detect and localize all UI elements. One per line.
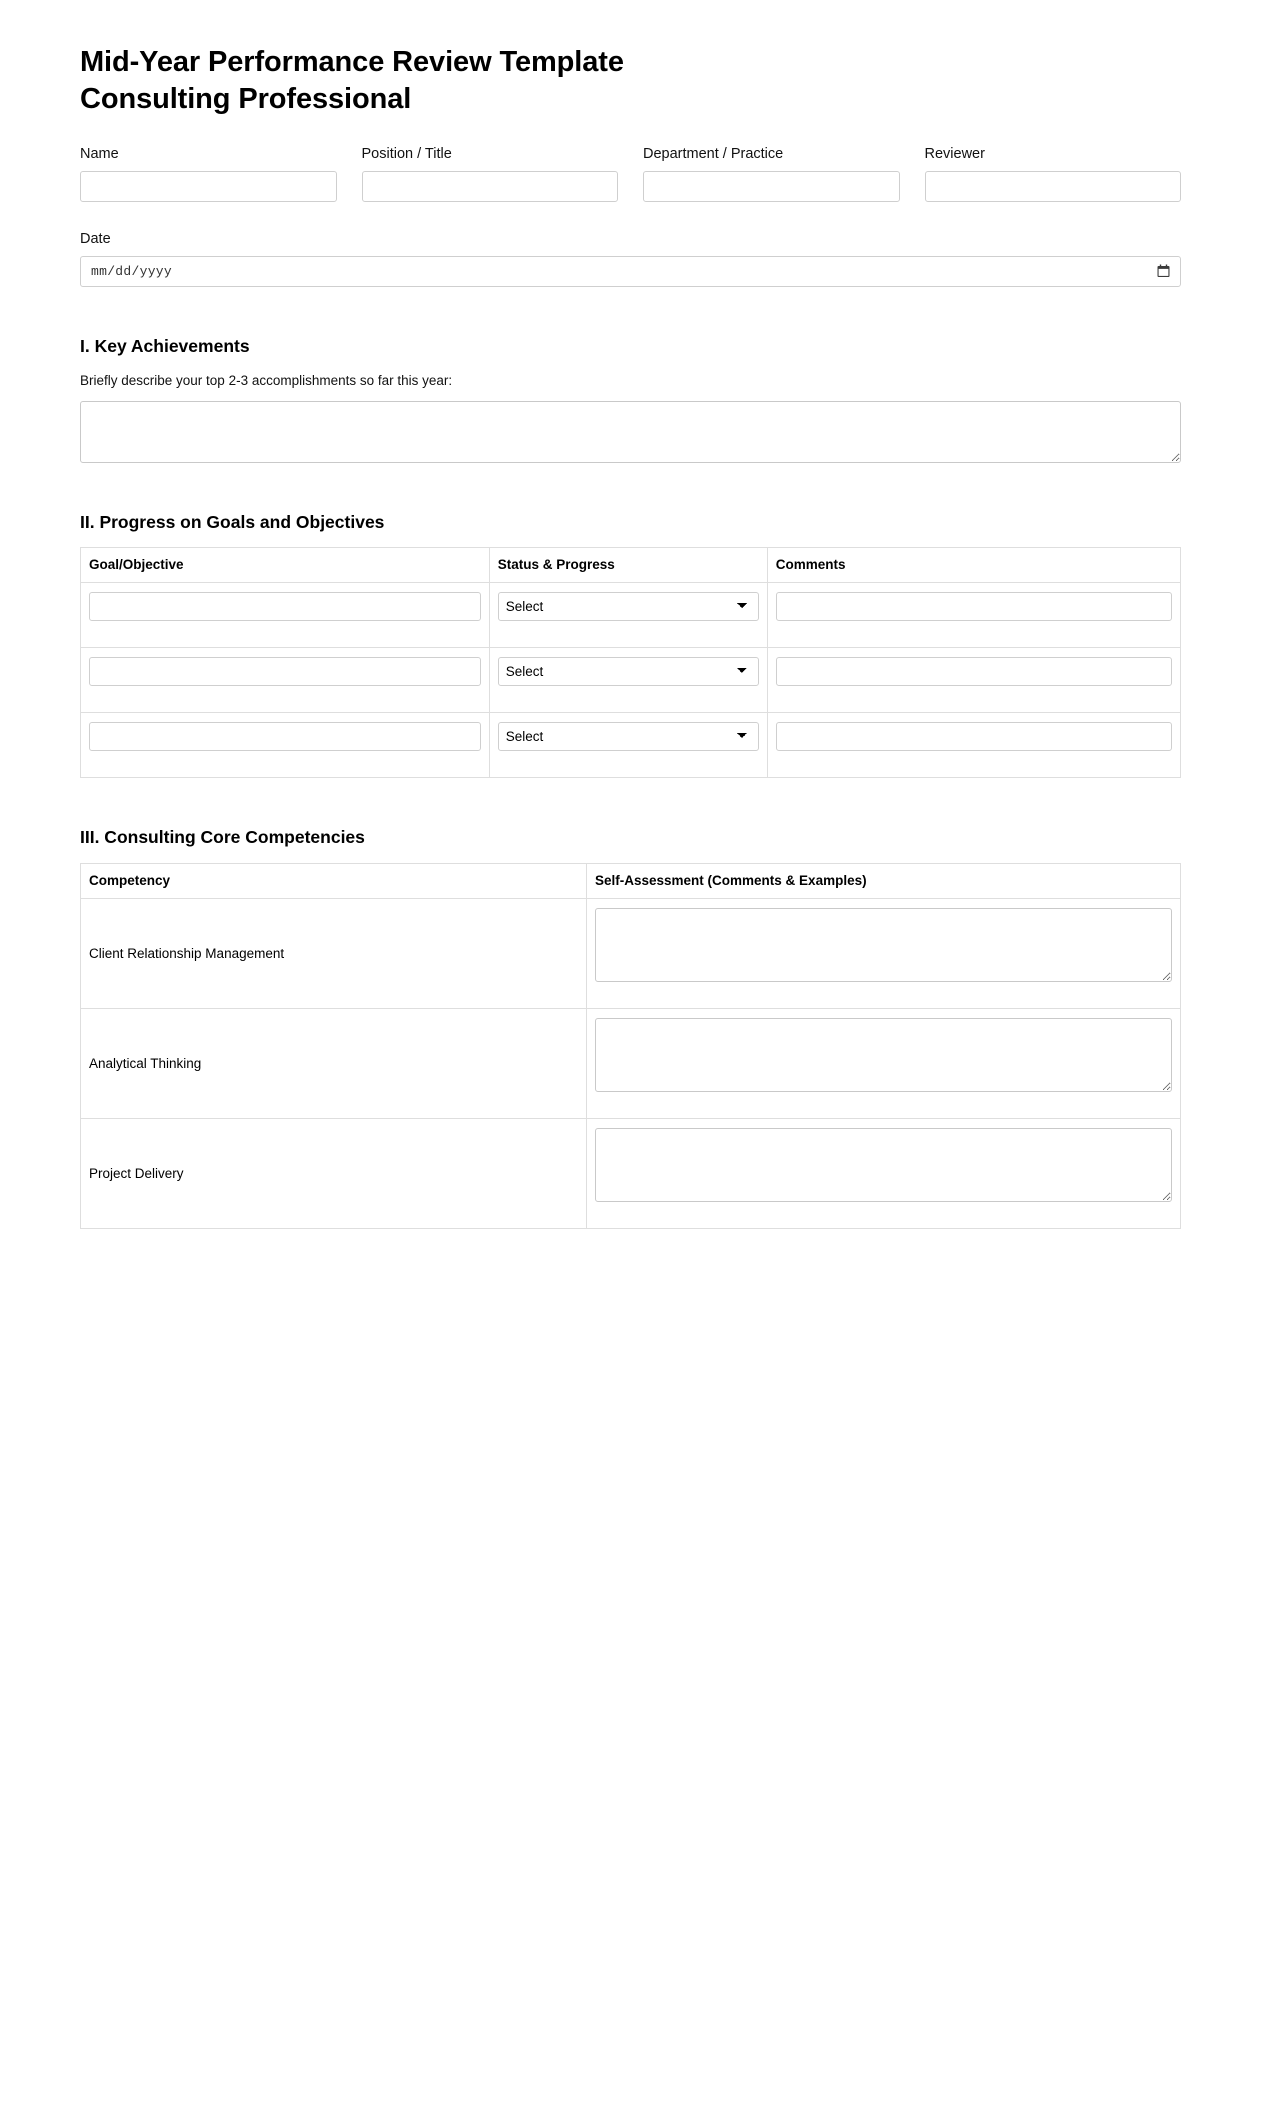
name-input[interactable]: [80, 171, 337, 202]
competencies-header-self-assessment: Self-Assessment (Comments & Examples): [587, 864, 1181, 899]
competency-assessment-textarea-1[interactable]: [595, 908, 1172, 982]
section-goals-progress: [80, 511, 1181, 779]
field-date: [80, 230, 1181, 287]
table-row: [81, 713, 1181, 778]
competencies-table-header-row: [81, 864, 1181, 899]
goals-cell-status: [489, 648, 767, 713]
goals-cell-objective: [81, 648, 490, 713]
goals-header-status: Status & Progress: [489, 548, 767, 583]
competencies-header-competency: Competency: [81, 864, 587, 899]
goal-status-select-2[interactable]: [498, 657, 759, 686]
goals-cell-objective: [81, 583, 490, 648]
table-row: [81, 648, 1181, 713]
goals-cell-status: [489, 713, 767, 778]
section-achievements-heading: I. Key Achievements: [80, 335, 250, 356]
competency-name-cell: Client Relationship Management: [81, 899, 587, 1009]
key-achievements-textarea[interactable]: [80, 401, 1181, 463]
reviewer-input[interactable]: [925, 171, 1182, 202]
competency-assessment-textarea-2[interactable]: [595, 1018, 1172, 1092]
goals-table-header-row: [81, 548, 1181, 583]
section-competencies-heading: III. Consulting Core Competencies: [80, 827, 365, 848]
department-practice-input[interactable]: [643, 171, 900, 202]
goal-objective-input-3[interactable]: [89, 722, 481, 751]
goals-cell-comments: [767, 648, 1180, 713]
date-input[interactable]: [80, 256, 1181, 287]
goals-cell-objective: [81, 713, 490, 778]
competency-assessment-cell: [587, 1119, 1181, 1229]
competencies-table: [80, 863, 1181, 1229]
goal-comments-input-2[interactable]: [776, 657, 1172, 686]
title-spacer: [80, 117, 1181, 145]
goal-objective-input-2[interactable]: [89, 657, 481, 686]
field-reviewer: [925, 145, 1182, 202]
goals-header-objective: Goal/Objective: [81, 548, 490, 583]
page-title-line1: Mid-Year Performance Review Template: [80, 46, 624, 78]
field-department: [643, 145, 900, 202]
section-goals-heading: II. Progress on Goals and Objectives: [80, 511, 385, 532]
competency-assessment-cell: [587, 899, 1181, 1009]
competencies-table-body: [81, 899, 1181, 1229]
table-row: [81, 1119, 1181, 1229]
competency-assessment-textarea-3[interactable]: [595, 1128, 1172, 1202]
page-title: [80, 44, 780, 117]
table-row: [81, 1009, 1181, 1119]
field-name-label: Name: [80, 146, 119, 163]
table-row: [81, 583, 1181, 648]
goal-comments-input-3[interactable]: [776, 722, 1172, 751]
section-key-achievements: [80, 335, 1181, 463]
position-title-input[interactable]: [362, 171, 619, 202]
goal-status-select-3[interactable]: [498, 722, 759, 751]
calendar-icon[interactable]: [1157, 265, 1170, 278]
goal-objective-input-1[interactable]: [89, 592, 481, 621]
field-position-label: Position / Title: [361, 146, 452, 163]
competency-name-cell: Analytical Thinking: [81, 1009, 587, 1119]
field-position: [362, 145, 619, 202]
goals-cell-comments: [767, 713, 1180, 778]
date-row: [80, 230, 1181, 287]
meta-fields-row: [80, 145, 1181, 202]
date-placeholder-text: mm/dd/yyyy: [91, 263, 173, 279]
page-title-line2: Consulting Professional: [80, 82, 412, 115]
field-name: [80, 145, 337, 202]
competency-assessment-cell: [587, 1009, 1181, 1119]
goals-cell-comments: [767, 583, 1180, 648]
section-achievements-description: Briefly describe your top 2-3 accomplishments so far this year:: [80, 372, 453, 388]
section-core-competencies: [80, 826, 1181, 1229]
field-department-label: Department / Practice: [643, 146, 784, 163]
goals-cell-status: [489, 583, 767, 648]
goal-status-select-1[interactable]: [498, 592, 759, 621]
goals-header-comments: Comments: [767, 548, 1180, 583]
table-row: [81, 899, 1181, 1009]
goals-table: [80, 547, 1181, 778]
field-reviewer-label: Reviewer: [924, 146, 985, 163]
goals-table-body: [81, 583, 1181, 778]
competency-name-cell: Project Delivery: [81, 1119, 587, 1229]
goal-comments-input-1[interactable]: [776, 592, 1172, 621]
field-date-label: Date: [80, 230, 111, 247]
